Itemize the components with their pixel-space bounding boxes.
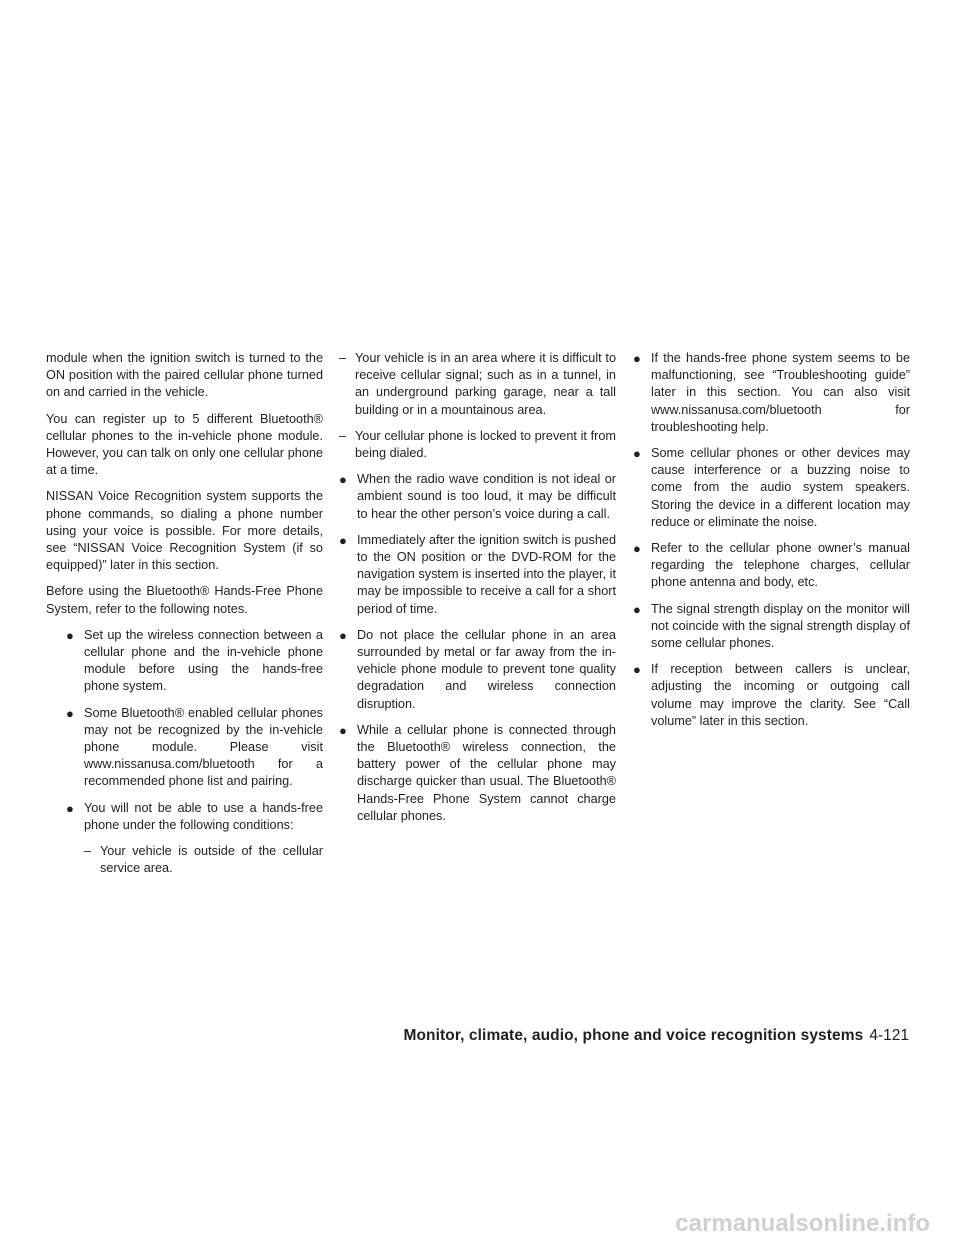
paragraph: module when the ignition switch is turned to the ON position with the paired cellular phone turned on and carried in the vehicle.	[46, 351, 323, 400]
watermark-logo: carmanualsonline.info	[675, 1210, 930, 1237]
bullet-text: Refer to the cellular phone owner’s manual regarding the telephone charges, cellular phone antenna and body, etc.	[651, 541, 910, 590]
bullet-icon: ●	[339, 472, 347, 488]
paragraph: You can register up to 5 different Bluetooth® cellular phones to the in-vehicle phone module. However, you can talk on only one cellular phone at a time.	[46, 411, 323, 478]
dash-icon: –	[339, 428, 347, 443]
bullet-item	[633, 540, 910, 592]
dash-item	[84, 843, 323, 877]
dash-text: Your vehicle is outside of the cellular service area.	[100, 844, 323, 876]
bullet-item	[339, 471, 616, 523]
bullet-item	[633, 661, 910, 730]
bullet-text: You will not be able to use a hands-free phone under the following conditions:	[84, 800, 323, 832]
bullet-text: Set up the wireless connection between a cellular phone and the in-vehicle phone module before using the hands-free phone system.	[84, 627, 323, 694]
dash-icon: –	[84, 844, 92, 859]
bullet-item	[633, 445, 910, 531]
column-2	[339, 350, 616, 834]
dash-item	[339, 350, 616, 419]
bullet-item	[633, 350, 910, 436]
bullet-item	[339, 532, 616, 618]
bullet-icon: ●	[633, 541, 641, 557]
dash-item	[339, 428, 616, 462]
bullet-icon: ●	[339, 532, 347, 548]
paragraph: Before using the Bluetooth® Hands-Free Phone System, refer to the following notes.	[46, 584, 323, 616]
dash-text: Your cellular phone is locked to prevent it from being dialed.	[355, 428, 616, 461]
column-3	[633, 350, 910, 739]
bullet-item	[633, 601, 910, 653]
bullet-icon: ●	[633, 662, 641, 678]
section-title: Monitor, climate, audio, phone and voice recognition systems	[403, 1027, 864, 1044]
bullet-icon: ●	[339, 627, 347, 643]
bullet-text: While a cellular phone is connected through the Bluetooth® wireless connection, the battery power of the cellular phone may discharge quicker than usual. The Bluetooth® Hands-Free Phone System cannot charge cellular phones.	[357, 722, 616, 823]
column-1	[46, 350, 323, 886]
page-footer	[403, 1027, 909, 1045]
bullet-icon: ●	[339, 722, 347, 738]
bullet-icon: ●	[66, 800, 74, 816]
bullet-item	[66, 627, 323, 696]
bullet-icon: ●	[633, 446, 641, 462]
bullet-text: Some cellular phones or other devices may cause interference or a buzzing noise to come from the audio system speakers. Storing the device in a different location may reduce or eliminate the noise.	[651, 446, 910, 529]
bullet-text: Do not place the cellular phone in an area surrounded by metal or far away from the in-vehicle phone module to prevent tone quality degradation and wireless connection disruption.	[357, 627, 616, 711]
bullet-icon: ●	[66, 627, 74, 643]
dash-text: Your vehicle is in an area where it is difficult to receive cellular signal; such as in a tunnel, in an underground parking garage, near a tall building or in a mountainous area.	[355, 351, 616, 417]
dash-icon: –	[339, 351, 347, 365]
bullet-text: Immediately after the ignition switch is pushed to the ON position or the DVD-ROM for the navigation system is inserted into the player, it may be impossible to receive a call for a short period of time.	[357, 532, 616, 616]
bullet-item	[66, 800, 323, 834]
bullet-text: The signal strength display on the monitor will not coincide with the signal strength display of some cellular phones.	[651, 601, 910, 651]
bullet-item	[339, 627, 616, 713]
bullet-icon: ●	[633, 601, 641, 617]
bullet-item	[66, 705, 323, 791]
bullet-text: Some Bluetooth® enabled cellular phones may not be recognized by the in-vehicle phone module. Please visit www.nissanusa.com/bluetooth for a recommended phone list and pairing.	[84, 705, 323, 789]
bullet-text: If reception between callers is unclear, adjusting the incoming or outgoing call volume may improve the clarity. See “Call volume” later in this section.	[651, 662, 910, 728]
paragraph: NISSAN Voice Recognition system supports the phone commands, so dialing a phone number using your voice is possible. For more details, see “NISSAN Voice Recognition System (if so equipped)” later in this section.	[46, 489, 323, 573]
bullet-text: If the hands-free phone system seems to be malfunctioning, see “Troubleshooting guide” later in this section. You can also visit www.nissanusa.com/bluetooth for troubleshooting help.	[651, 351, 910, 434]
bullet-item	[339, 722, 616, 825]
bullet-text: When the radio wave condition is not ideal or ambient sound is too loud, it may be difficult to hear the other person’s voice during a call.	[357, 472, 616, 521]
page-number: 4-121	[869, 1027, 909, 1044]
bullet-icon: ●	[633, 351, 641, 366]
bullet-icon: ●	[66, 705, 74, 721]
